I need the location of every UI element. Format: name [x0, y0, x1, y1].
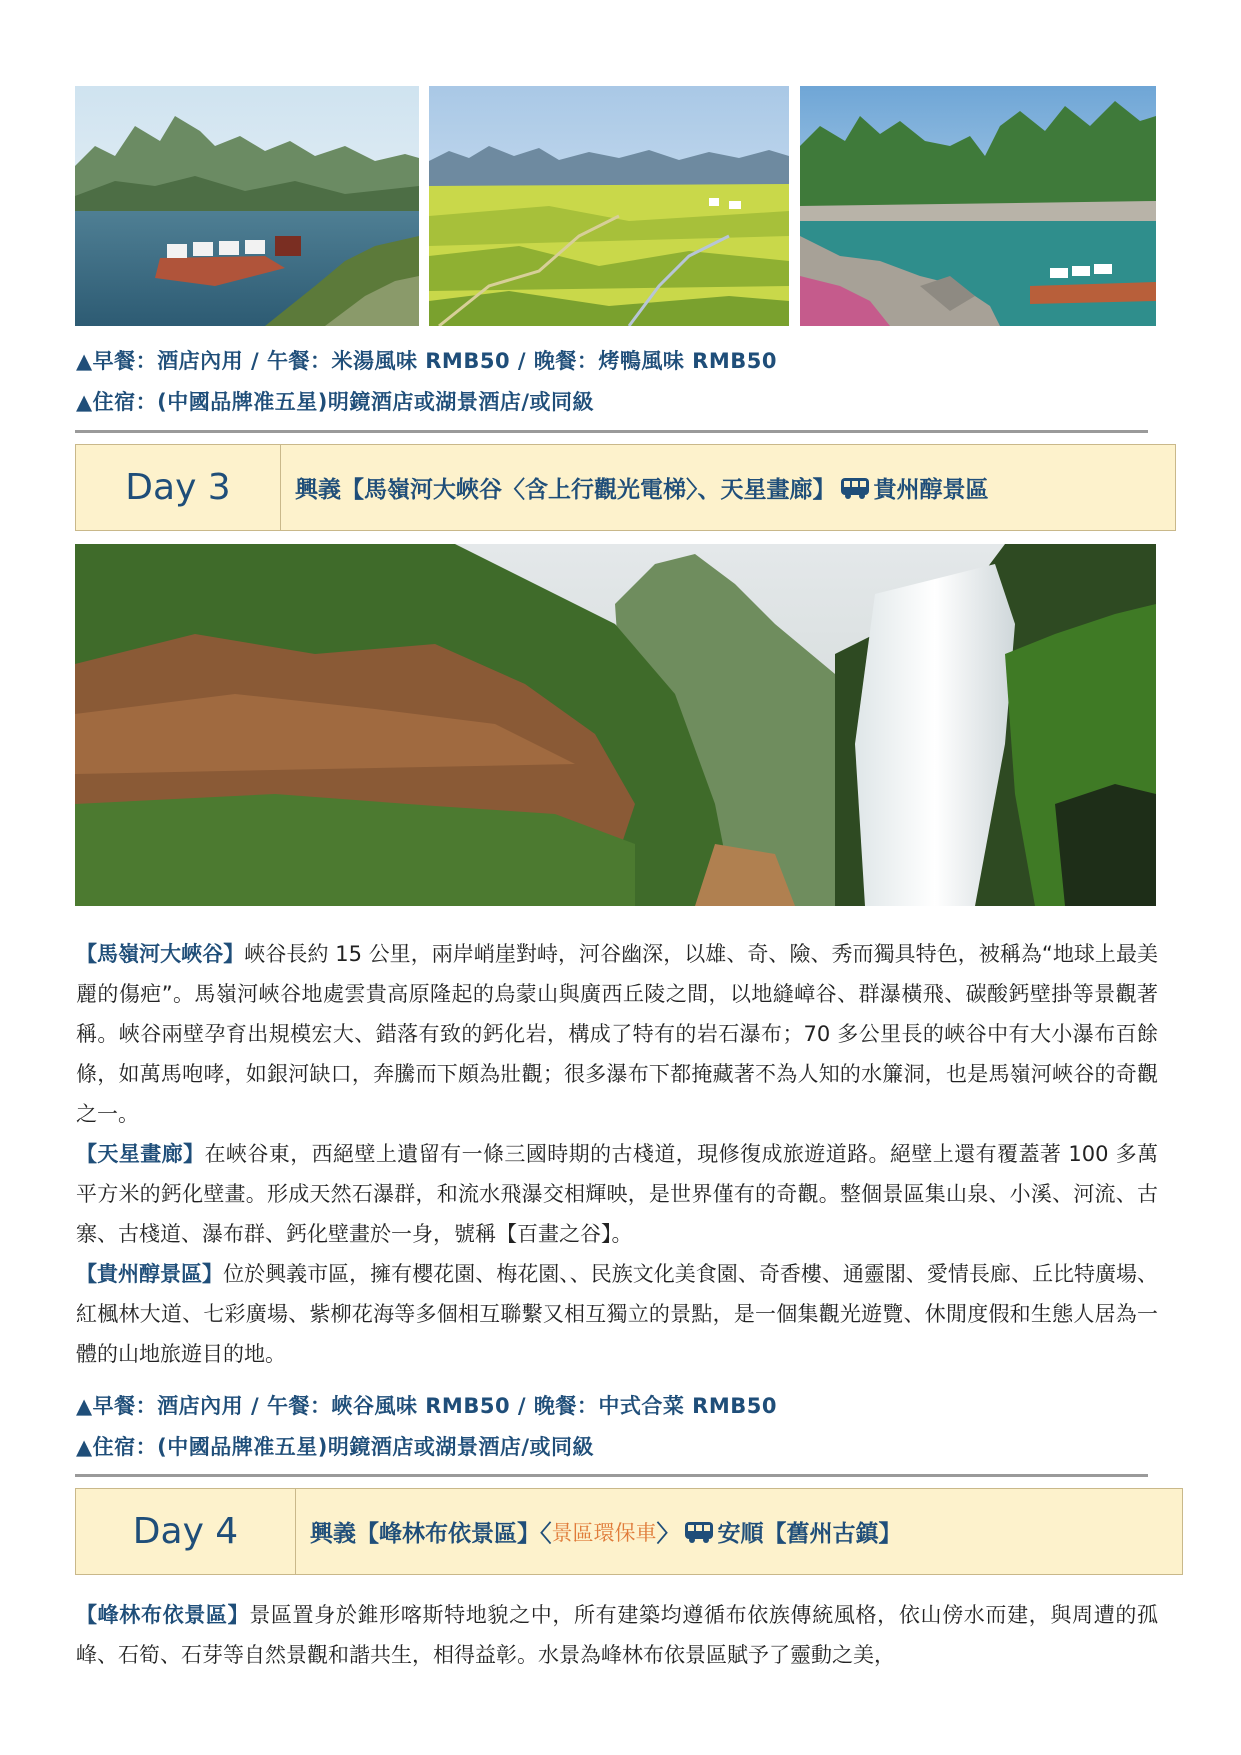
day3-hotel: ▲住宿：(中國品牌准五星)明鏡酒店或湖景酒店/或同級 [76, 1435, 595, 1459]
day4-title-destination: 安順【舊州古鎮】 [717, 1521, 902, 1547]
day4-label: Day 4 [76, 1489, 296, 1574]
day3-paragraph-gallery-body: 在峽谷東，西絕壁上遺留有一條三國時期的古棧道，現修復成旅遊道路。絕壁上還有覆蓋著 100 多萬平方米的鈣化壁畫。形成天然石瀑群，和流水飛瀑交相輝映，是世界僅有的奇觀。整個景區集山泉、小溪、河流、古寨、古棧道、瀑布群、鈣化壁畫於一身，號稱【百畫之谷】。 [76, 1142, 1159, 1246]
day3-paragraph-gallery-heading: 【天星畫廊】 [76, 1142, 205, 1166]
divider [75, 430, 1148, 433]
karst-lake-photo [800, 86, 1156, 326]
day3-paragraph-canyon-heading: 【馬嶺河大峽谷】 [76, 942, 245, 966]
canyon-waterfall-photo [75, 544, 1156, 906]
day3-title-main: 興義【馬嶺河大峽谷〈含上行觀光電梯〉、天星畫廊】 [295, 477, 836, 503]
day4-title-bracket: 〉 [656, 1521, 680, 1547]
day3-header [75, 444, 1176, 531]
day4-title-main: 興義【峰林布依景區】〈 [310, 1521, 552, 1547]
day3-title [281, 445, 1175, 530]
divider [75, 1474, 1148, 1477]
day4-paragraph-fenglin-body: 景區置身於錐形喀斯特地貌之中，所有建築均遵循布依族傳統風格，依山傍水而建，與周遭的孤峰、石筍、石芽等自然景觀和諧共生，相得益彰。水景為峰林布依景區賦予了靈動之美， [76, 1603, 1159, 1667]
day3-paragraph-guizhou-chun [76, 1254, 1158, 1374]
day3-paragraph-canyon-body: 峽谷長約 15 公里，兩岸峭崖對峙，河谷幽深，以雄、奇、險、秀而獨具特色，被稱為“地球上最美麗的傷疤”。馬嶺河峽谷地處雲貴高原隆起的烏蒙山與廣西丘陵之間，以地縫嶂谷、群瀑橫飛、碳酸鈣壁掛等景觀著稱。峽谷兩壁孕育出規模宏大、錯落有致的鈣化岩，構成了特有的岩石瀑布；70 多公里長的峽谷中有大小瀑布百餘條，如萬馬咆哮，如銀河缺口，奔騰而下頗為壯觀；很多瀑布下都掩藏著不為人知的水簾洞，也是馬嶺河峽谷的奇觀之一。 [76, 942, 1159, 1126]
day3-paragraph-guizhou-chun-heading: 【貴州醇景區】 [76, 1262, 224, 1286]
day3-paragraph-gallery [76, 1134, 1158, 1254]
bus-icon [684, 1520, 714, 1544]
day3-paragraph-guizhou-chun-body: 位於興義市區，擁有櫻花園、梅花園、、民族文化美食園、奇香樓、通靈閣、愛情長廊、丘比特廣場、紅楓林大道、七彩廣場、紫柳花海等多個相互聯繫又相互獨立的景點，是一個集觀光遊覽、休閒度假和生態人居為一體的山地旅遊目的地。 [76, 1262, 1159, 1366]
day4-paragraph-fenglin [76, 1595, 1158, 1675]
day3-meals: ▲早餐：酒店內用 / 午餐：峽谷風味 RMB50 / 晚餐：中式合菜 RMB50 [76, 1394, 777, 1418]
day4-title [296, 1489, 1182, 1574]
bus-icon [840, 476, 870, 500]
lake-pier-photo [75, 86, 419, 326]
day3-title-destination: 貴州醇景區 [873, 477, 989, 503]
day4-header [75, 1488, 1183, 1575]
day3-paragraph-canyon [76, 934, 1158, 1134]
day4-paragraph-fenglin-heading: 【峰林布依景區】 [76, 1603, 250, 1627]
day2-hotel: ▲住宿：(中國品牌准五星)明鏡酒店或湖景酒店/或同級 [76, 390, 595, 414]
day3-label: Day 3 [76, 445, 281, 530]
rapeseed-field-photo [429, 86, 789, 326]
day2-meals: ▲早餐：酒店內用 / 午餐：米湯風味 RMB50 / 晚餐：烤鴨風味 RMB50 [76, 349, 777, 373]
day4-title-shuttle: 景區環保車 [551, 1520, 657, 1545]
